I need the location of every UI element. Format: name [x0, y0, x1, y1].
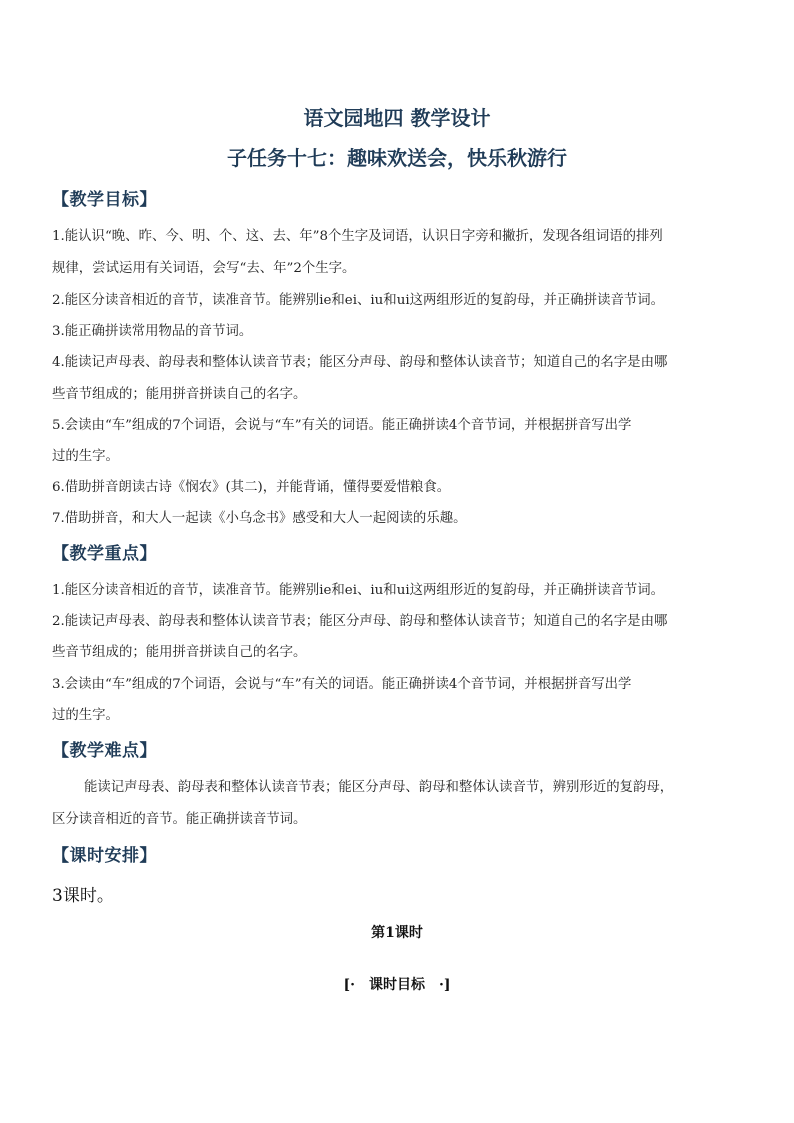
goal-line: 2.能区分读音相近的音节，读准音节。能辨别ie和ei、iu和ui这两组形近的复韵母，并正确拼读音节词。: [52, 293, 665, 308]
document-title: 语文园地四 教学设计: [303, 106, 491, 130]
lesson-goal-heading: [· 课时目标 ·]: [343, 977, 451, 993]
difficulty-line: 区分读音相近的音节。能正确拼读音节词。: [52, 812, 307, 827]
goal-line: 5.会读由“车”组成的7个词语，会说与“车”有关的词语。能正确拼读4个音节词，并根据拼音写出学: [52, 418, 632, 433]
goal-line: 6.借助拼音朗读古诗《悯农》(其二)，并能背诵，懂得要爱惜粮食。: [52, 480, 451, 495]
key-point-line: 1.能区分读音相近的音节，读准音节。能辨别ie和ei、iu和ui这两组形近的复韵母，并正确拼读音节词。: [52, 583, 665, 598]
key-point-line: 3.会读由“车”组成的7个词语，会说与“车”有关的词语。能正确拼读4个音节词，并根据拼音写出学: [52, 677, 632, 692]
section-heading-goals: 【教学目标】: [52, 190, 157, 210]
difficulty-line: 能读记声母表、韵母表和整体认读音节表；能区分声母、韵母和整体认读音节，辨别形近的复韵母，: [84, 780, 674, 795]
goal-line: 4.能读记声母表、韵母表和整体认读音节表；能区分声母、韵母和整体认读音节；知道自己的名字是由哪: [52, 355, 668, 370]
key-point-line: 过的生字。: [52, 708, 119, 723]
document-subtitle: 子任务十七：趣味欢送会，快乐秋游行: [227, 146, 567, 170]
section-heading-schedule: 【课时安排】: [52, 846, 157, 866]
goal-line: 3.能正确拼读常用物品的音节词。: [52, 324, 253, 339]
goal-line: 些音节组成的；能用拼音拼读自己的名字。: [52, 387, 307, 402]
section-heading-key-points: 【教学重点】: [52, 544, 157, 564]
lesson-heading: 第1课时: [371, 925, 423, 941]
goal-line: 规律，尝试运用有关词语，会写“去、年”2个生字。: [52, 261, 356, 276]
section-heading-difficulties: 【教学难点】: [52, 741, 157, 761]
key-point-line: 些音节组成的；能用拼音拼读自己的名字。: [52, 645, 307, 660]
goal-line: 过的生字。: [52, 449, 119, 464]
key-point-line: 2.能读记声母表、韵母表和整体认读音节表；能区分声母、韵母和整体认读音节；知道自己的名字是由哪: [52, 614, 668, 629]
goal-line: 1.能认识“晚、昨、今、明、个、这、去、年”8个生字及词语，认识日字旁和撇折，发现各组词语的排列: [52, 229, 663, 244]
goal-line: 7.借助拼音，和大人一起读《小乌念书》感受和大人一起阅读的乐趣。: [52, 511, 467, 526]
schedule-text: 3课时。: [52, 886, 114, 906]
